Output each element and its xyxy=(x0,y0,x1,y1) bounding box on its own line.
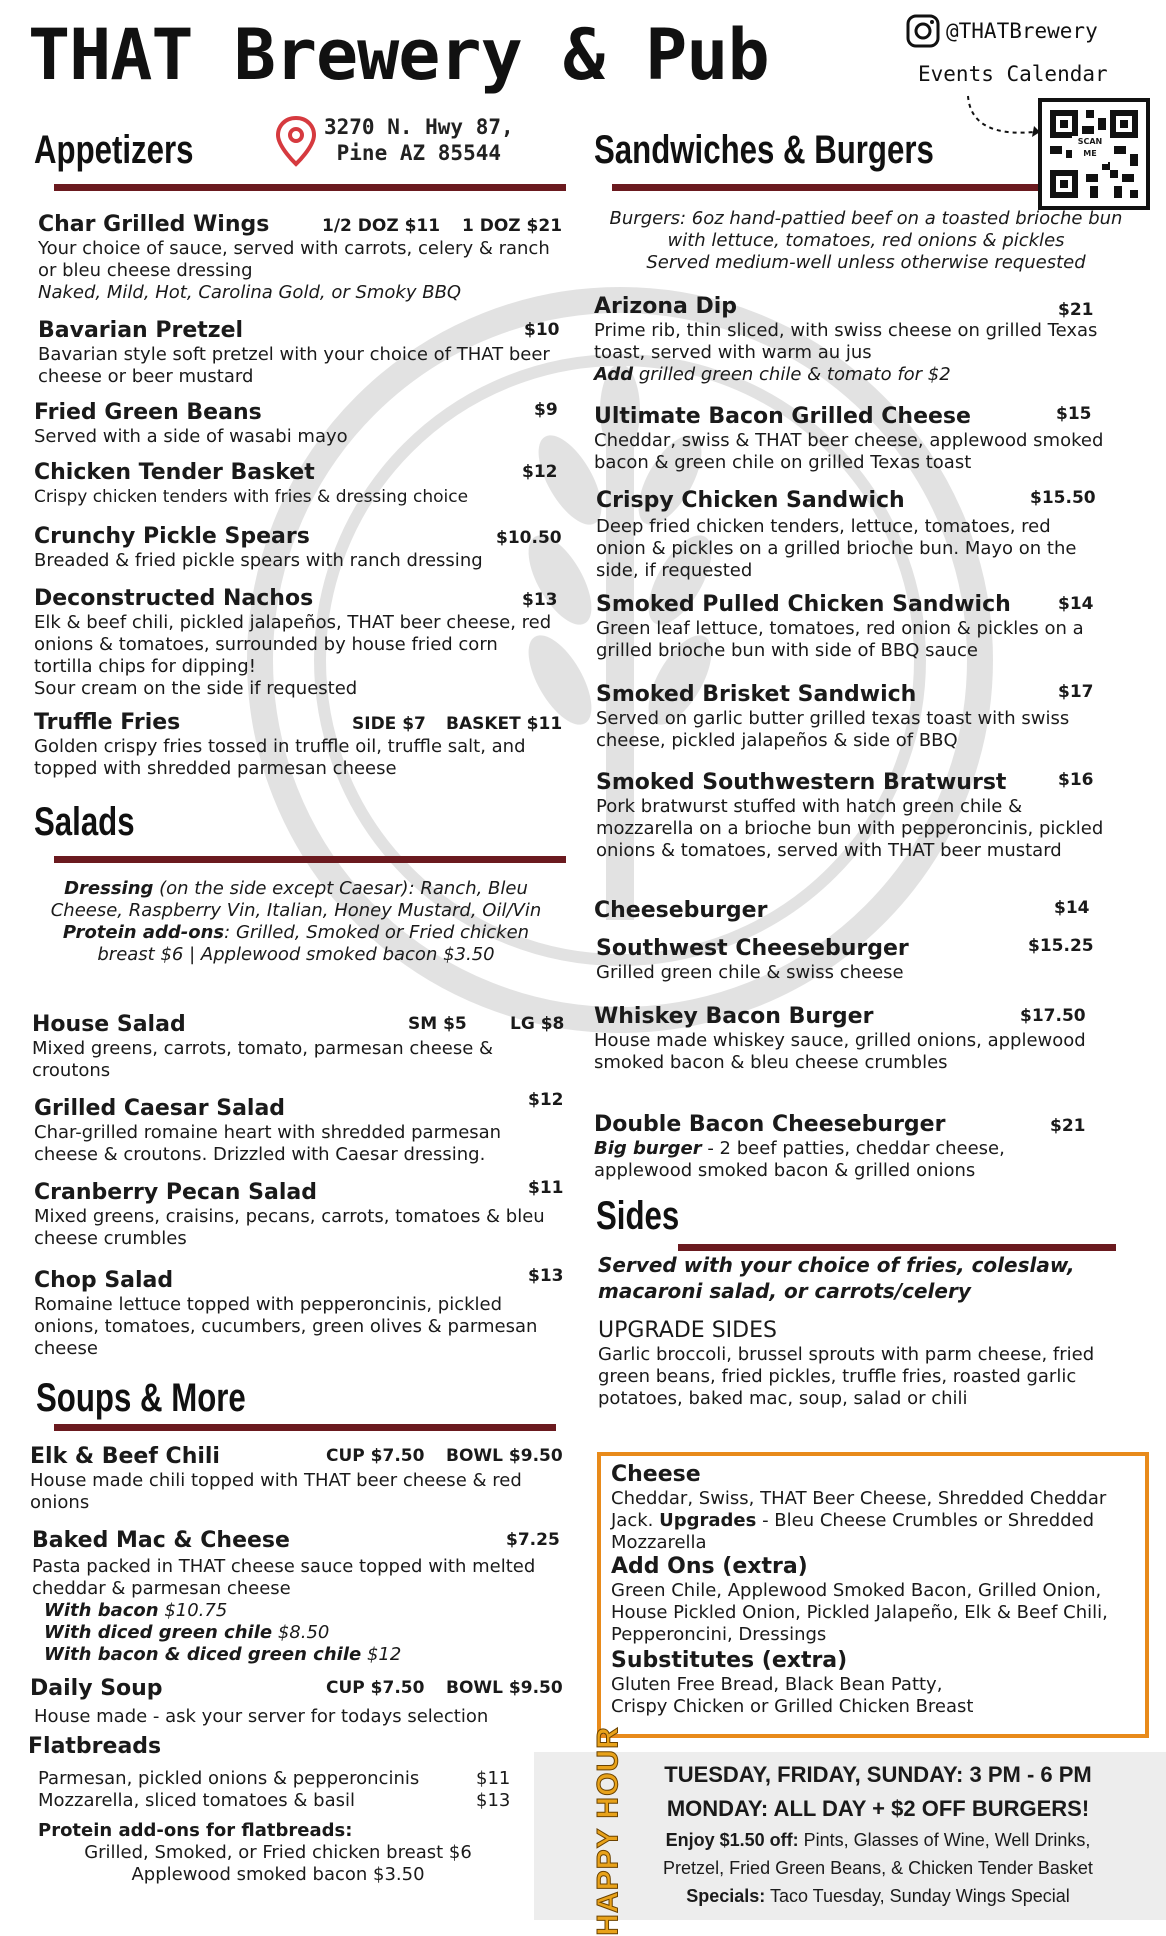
flatbread-protein-line2: Applewood smoked bacon $3.50 xyxy=(131,1864,425,1885)
item-price: $13 xyxy=(522,590,558,610)
item-price-cup: CUP $7.50 xyxy=(326,1678,425,1698)
addons-title: Add Ons (extra) xyxy=(611,1554,808,1579)
menu-item-smoked-brisket xyxy=(596,682,1104,752)
item-price-bowl: BOWL $9.50 xyxy=(446,1446,563,1466)
instagram-handle[interactable] xyxy=(906,14,1098,48)
dressing-text: (on the side except Caesar): Ranch, Bleu Cheese, Raspberry Vin, Italian, Honey Mustard, Oil/Vin xyxy=(50,878,542,921)
item-price: $11 xyxy=(528,1178,564,1198)
item-price-bowl: BOWL $9.50 xyxy=(446,1678,563,1698)
item-desc: Romaine lettuce topped with pepperoncinis, pickled onions, tomatoes, cucumbers, green olives & parmesan cheese xyxy=(34,1294,538,1359)
qr-code[interactable] xyxy=(1038,98,1150,210)
item-name: Chop Salad xyxy=(34,1268,174,1293)
item-desc: Green leaf lettuce, tomatoes, red onion & pickles on a grilled brioche bun with side of BBQ sauce xyxy=(596,618,1084,661)
menu-item-cranberry-pecan-salad xyxy=(34,1180,562,1250)
item-desc: Your choice of sauce, served with carrots, celery & ranch or bleu cheese dressing xyxy=(38,238,550,281)
upgrade-sides-title: UPGRADE SIDES xyxy=(598,1318,777,1343)
sides-served: Served with your choice of fries, coleslaw, macaroni salad, or carrots/celery xyxy=(598,1253,1075,1303)
menu-item-southwestern-bratwurst xyxy=(596,770,1104,862)
item-name: Daily Soup xyxy=(30,1676,163,1701)
item-name: Char Grilled Wings xyxy=(38,212,270,237)
menu-item-whiskey-bacon-burger xyxy=(594,1004,1104,1074)
item-name: House Salad xyxy=(32,1012,186,1037)
menu-item-truffle-fries xyxy=(34,710,563,780)
item-price: $14 xyxy=(1058,594,1094,614)
salads-divider xyxy=(54,856,566,863)
item-desc: Big burger - 2 beef patties, cheddar cheese, applewood smoked bacon & grilled onions xyxy=(594,1138,1005,1181)
intro-line-3: Served medium-well unless otherwise requested xyxy=(646,252,1086,273)
address-line-1: 3270 N. Hwy 87, xyxy=(324,115,514,139)
item-desc: Cheddar, swiss & THAT beer cheese, applewood smoked bacon & green chile on grilled Texas toast xyxy=(594,430,1104,473)
item-name: Deconstructed Nachos xyxy=(34,586,314,611)
item-price: $12 xyxy=(522,462,558,482)
item-name: Truffle Fries xyxy=(34,710,181,735)
menu-item-daily-soup xyxy=(30,1676,563,1728)
cheese-title: Cheese xyxy=(611,1462,701,1487)
addons-desc: Green Chile, Applewood Smoked Bacon, Grilled Onion, House Pickled Onion, Pickled Jalapeño, Elk & Beef Chili, Pepperoncini, Dressings xyxy=(611,1580,1108,1645)
flatbread-row: Parmesan, pickled onions & pepperoncinis $11 xyxy=(38,1768,511,1789)
upgrade-sides xyxy=(598,1318,1118,1410)
item-price-half: 1/2 DOZ $11 xyxy=(322,216,441,236)
flatbreads-title: Flatbreads xyxy=(28,1734,162,1759)
happy-hour-text xyxy=(590,1758,1166,1910)
item-price: $10.50 xyxy=(496,528,562,548)
item-price: $13 xyxy=(528,1266,564,1286)
item-name: Crunchy Pickle Spears xyxy=(34,524,310,549)
dashed-arrow-icon xyxy=(960,92,1040,142)
item-price-cup: CUP $7.50 xyxy=(326,1446,425,1466)
item-desc: Mixed greens, craisins, pecans, carrots, tomatoes & bleu cheese crumbles xyxy=(34,1206,545,1249)
menu-item-deconstructed-nachos xyxy=(34,586,558,700)
cheese-desc: Cheddar, Swiss, THAT Beer Cheese, Shredded Cheddar Jack. Upgrades - Bleu Cheese Crumbles or Shredded Mozzarella xyxy=(611,1488,1107,1553)
sandwiches-divider xyxy=(612,184,1038,191)
item-desc: Served with a side of wasabi mayo xyxy=(34,426,348,447)
item-name: Chicken Tender Basket xyxy=(34,460,315,485)
menu-item-arizona-dip xyxy=(594,294,1104,386)
item-price: $17.50 xyxy=(1020,1006,1086,1026)
item-name: Baked Mac & Cheese xyxy=(32,1528,290,1553)
item-name: Smoked Southwestern Bratwurst xyxy=(596,770,1007,795)
section-title-sides: Sides xyxy=(596,1194,680,1238)
item-desc: Char-grilled romaine heart with shredded parmesan cheese & croutons. Drizzled with Caesar dressing. xyxy=(34,1122,502,1165)
intro-line-2: with lettuce, tomatoes, red onions & pickles xyxy=(667,230,1065,251)
intro-line-1: Burgers: 6oz hand-pattied beef on a toasted brioche bun xyxy=(609,208,1123,229)
map-pin-icon xyxy=(274,116,318,168)
happy-hour-line-2: MONDAY: ALL DAY + $2 OFF BURGERS! xyxy=(666,1796,1090,1821)
item-desc: Pasta packed in THAT cheese sauce topped with melted cheddar & parmesan cheese xyxy=(32,1556,536,1599)
item-price: $10 xyxy=(524,320,560,340)
happy-hour-enjoy: Enjoy $1.50 off: Pints, Glasses of Wine, Well Drinks, xyxy=(665,1830,1091,1850)
address xyxy=(324,114,514,166)
dressing-label: Dressing xyxy=(64,878,154,899)
addon-row: With bacon $10.75 xyxy=(44,1600,228,1621)
menu-item-ultimate-bacon-grilled-cheese xyxy=(594,404,1104,474)
substitutes-line-2: Crispy Chicken or Grilled Chicken Breast xyxy=(611,1696,974,1717)
item-desc: Crispy chicken tenders with fries & dressing choice xyxy=(34,487,469,507)
salads-dressing-info xyxy=(36,878,556,966)
item-desc: Deep fried chicken tenders, lettuce, tomatoes, red onion & pickles on a grilled brioche bun. Mayo on the side, if requested xyxy=(596,516,1077,581)
addon-row: With bacon & diced green chile $12 xyxy=(44,1644,402,1665)
menu-item-chop-salad xyxy=(34,1268,562,1360)
protein-text: : Grilled, Smoked or Fried chicken breast $6 | Applewood smoked bacon $3.50 xyxy=(97,922,530,965)
happy-hour-panel xyxy=(534,1726,1166,1936)
menu-item-crunchy-pickle-spears xyxy=(34,524,562,572)
item-name: Elk & Beef Chili xyxy=(30,1444,220,1469)
menu-item-house-salad xyxy=(32,1012,565,1082)
item-desc: Grilled green chile & swiss cheese xyxy=(596,962,904,983)
item-desc: House made - ask your server for todays selection xyxy=(34,1706,489,1727)
menu-item-elk-beef-chili xyxy=(30,1444,563,1514)
menu-item-cheeseburger xyxy=(594,898,1104,924)
address-line-2: Pine AZ 85544 xyxy=(336,141,502,165)
item-name: Arizona Dip xyxy=(594,294,738,319)
menu-item-char-grilled-wings xyxy=(38,212,563,304)
item-name: Cheeseburger xyxy=(594,898,768,923)
qr-scan-label: SCAN ME xyxy=(1072,136,1108,164)
item-price: $14 xyxy=(1054,898,1090,918)
menu-item-smoked-pulled-chicken xyxy=(596,592,1104,662)
menu-item-chicken-tender-basket xyxy=(34,460,558,508)
item-price: $21 xyxy=(1050,1116,1086,1136)
section-title-soups: Soups & More xyxy=(36,1376,246,1420)
item-addon: Add grilled green chile & tomato for $2 xyxy=(594,364,951,385)
item-desc: Mixed greens, carrots, tomato, parmesan cheese & croutons xyxy=(32,1038,494,1081)
events-calendar-label: Events Calendar xyxy=(918,62,1108,86)
item-desc: Elk & beef chili, pickled jalapeños, THAT beer cheese, red onions & tomatoes, surrounded by house fried corn tortilla chips for dipping! xyxy=(34,612,552,677)
item-desc: Prime rib, thin sliced, with swiss cheese on grilled Texas toast, served with warm au jus xyxy=(594,320,1098,363)
menu-item-grilled-caesar-salad xyxy=(34,1090,564,1166)
happy-hour-specials: Specials: Taco Tuesday, Sunday Wings Special xyxy=(686,1886,1070,1906)
item-name: Ultimate Bacon Grilled Cheese xyxy=(594,404,971,429)
item-name: Smoked Pulled Chicken Sandwich xyxy=(596,592,1011,617)
item-note: Naked, Mild, Hot, Carolina Gold, or Smoky BBQ xyxy=(38,282,462,303)
flatbread-protein-line1: Grilled, Smoked, or Fried chicken breast $6 xyxy=(84,1842,472,1863)
section-title-sandwiches: Sandwiches & Burgers xyxy=(594,128,934,172)
section-title-appetizers: Appetizers xyxy=(34,128,194,172)
protein-label: Protein add-ons xyxy=(62,922,225,943)
extras-box xyxy=(597,1452,1149,1738)
item-price-full: 1 DOZ $21 xyxy=(462,216,563,236)
instagram-icon xyxy=(906,14,940,48)
item-price: $17 xyxy=(1058,682,1094,702)
item-desc: Golden crispy fries tossed in truffle oil, truffle salt, and topped with shredded parmesan cheese xyxy=(34,736,526,779)
instagram-text: @THATBrewery xyxy=(946,19,1098,43)
item-desc: House made whiskey sauce, grilled onions, applewood smoked bacon & bleu cheese crumbles xyxy=(594,1030,1086,1073)
item-name: Whiskey Bacon Burger xyxy=(594,1004,874,1029)
happy-hour-label: HAPPY HOUR xyxy=(591,1726,625,1936)
item-desc: Served on garlic butter grilled texas toast with swiss cheese, pickled jalapeños & side of BBQ xyxy=(596,708,1070,751)
burgers-intro xyxy=(596,208,1136,274)
item-price-sm: SM $5 xyxy=(408,1014,467,1034)
item-name: Southwest Cheeseburger xyxy=(596,936,909,961)
happy-hour-line-1: TUESDAY, FRIDAY, SUNDAY: 3 PM - 6 PM xyxy=(664,1762,1092,1787)
item-desc: House made chili topped with THAT beer cheese & red onions xyxy=(30,1470,522,1513)
menu-item-southwest-cheeseburger xyxy=(596,936,1104,984)
item-price: $12 xyxy=(528,1090,564,1110)
item-name: Smoked Brisket Sandwich xyxy=(596,682,917,707)
menu-item-double-bacon-cheeseburger xyxy=(594,1112,1104,1182)
item-name: Crispy Chicken Sandwich xyxy=(596,488,905,513)
item-name: Cranberry Pecan Salad xyxy=(34,1180,317,1205)
item-price: $21 xyxy=(1058,300,1094,320)
item-desc: Breaded & fried pickle spears with ranch dressing xyxy=(34,550,483,571)
menu-item-bavarian-pretzel xyxy=(38,318,558,388)
menu-item-baked-mac-cheese xyxy=(32,1528,560,1666)
item-name: Grilled Caesar Salad xyxy=(34,1096,286,1121)
substitutes-line-1: Gluten Free Bread, Black Bean Patty, xyxy=(611,1674,943,1695)
item-name: Double Bacon Cheeseburger xyxy=(594,1112,946,1137)
menu-item-fried-green-beans xyxy=(34,400,558,448)
item-name: Bavarian Pretzel xyxy=(38,318,244,343)
item-name: Fried Green Beans xyxy=(34,400,262,425)
item-price: $7.25 xyxy=(506,1530,560,1550)
menu-item-crispy-chicken-sandwich xyxy=(596,488,1104,582)
item-price: $15.50 xyxy=(1030,488,1096,508)
flatbreads-section xyxy=(28,1734,538,1886)
appetizers-divider xyxy=(54,184,566,191)
happy-hour-line-4: Pretzel, Fried Green Beans, & Chicken Tender Basket xyxy=(663,1858,1093,1878)
item-price: $15.25 xyxy=(1028,936,1094,956)
item-desc: Bavarian style soft pretzel with your choice of THAT beer cheese or beer mustard xyxy=(38,344,550,387)
addon-row: With diced green chile $8.50 xyxy=(44,1622,330,1643)
flatbread-row: Mozzarella, sliced tomatoes & basil $13 xyxy=(38,1790,511,1811)
page-title: THAT Brewery & Pub xyxy=(28,14,769,96)
item-desc: Pork bratwurst stuffed with hatch green chile & mozzarella on a brioche bun with pepperoncinis, pickled onions & tomatoes, served with THAT beer mustard xyxy=(596,796,1104,861)
flatbread-protein-title: Protein add-ons for flatbreads: xyxy=(38,1820,353,1841)
item-price-lg: LG $8 xyxy=(510,1014,565,1034)
item-price: $9 xyxy=(534,400,558,420)
item-price-basket: BASKET $11 xyxy=(446,714,563,734)
item-price: $16 xyxy=(1058,770,1094,790)
upgrade-sides-desc: Garlic broccoli, brussel sprouts with parm cheese, fried green beans, fried pickles, truffle fries, roasted garlic potatoes, baked mac, soup, salad or chili xyxy=(598,1344,1095,1409)
section-title-salads: Salads xyxy=(34,800,135,844)
item-price-side: SIDE $7 xyxy=(352,714,426,734)
item-note: Sour cream on the side if requested xyxy=(34,678,358,699)
substitutes-title: Substitutes (extra) xyxy=(611,1648,848,1673)
item-price: $15 xyxy=(1056,404,1092,424)
soups-divider xyxy=(54,1424,556,1431)
sides-divider xyxy=(678,1244,1116,1251)
